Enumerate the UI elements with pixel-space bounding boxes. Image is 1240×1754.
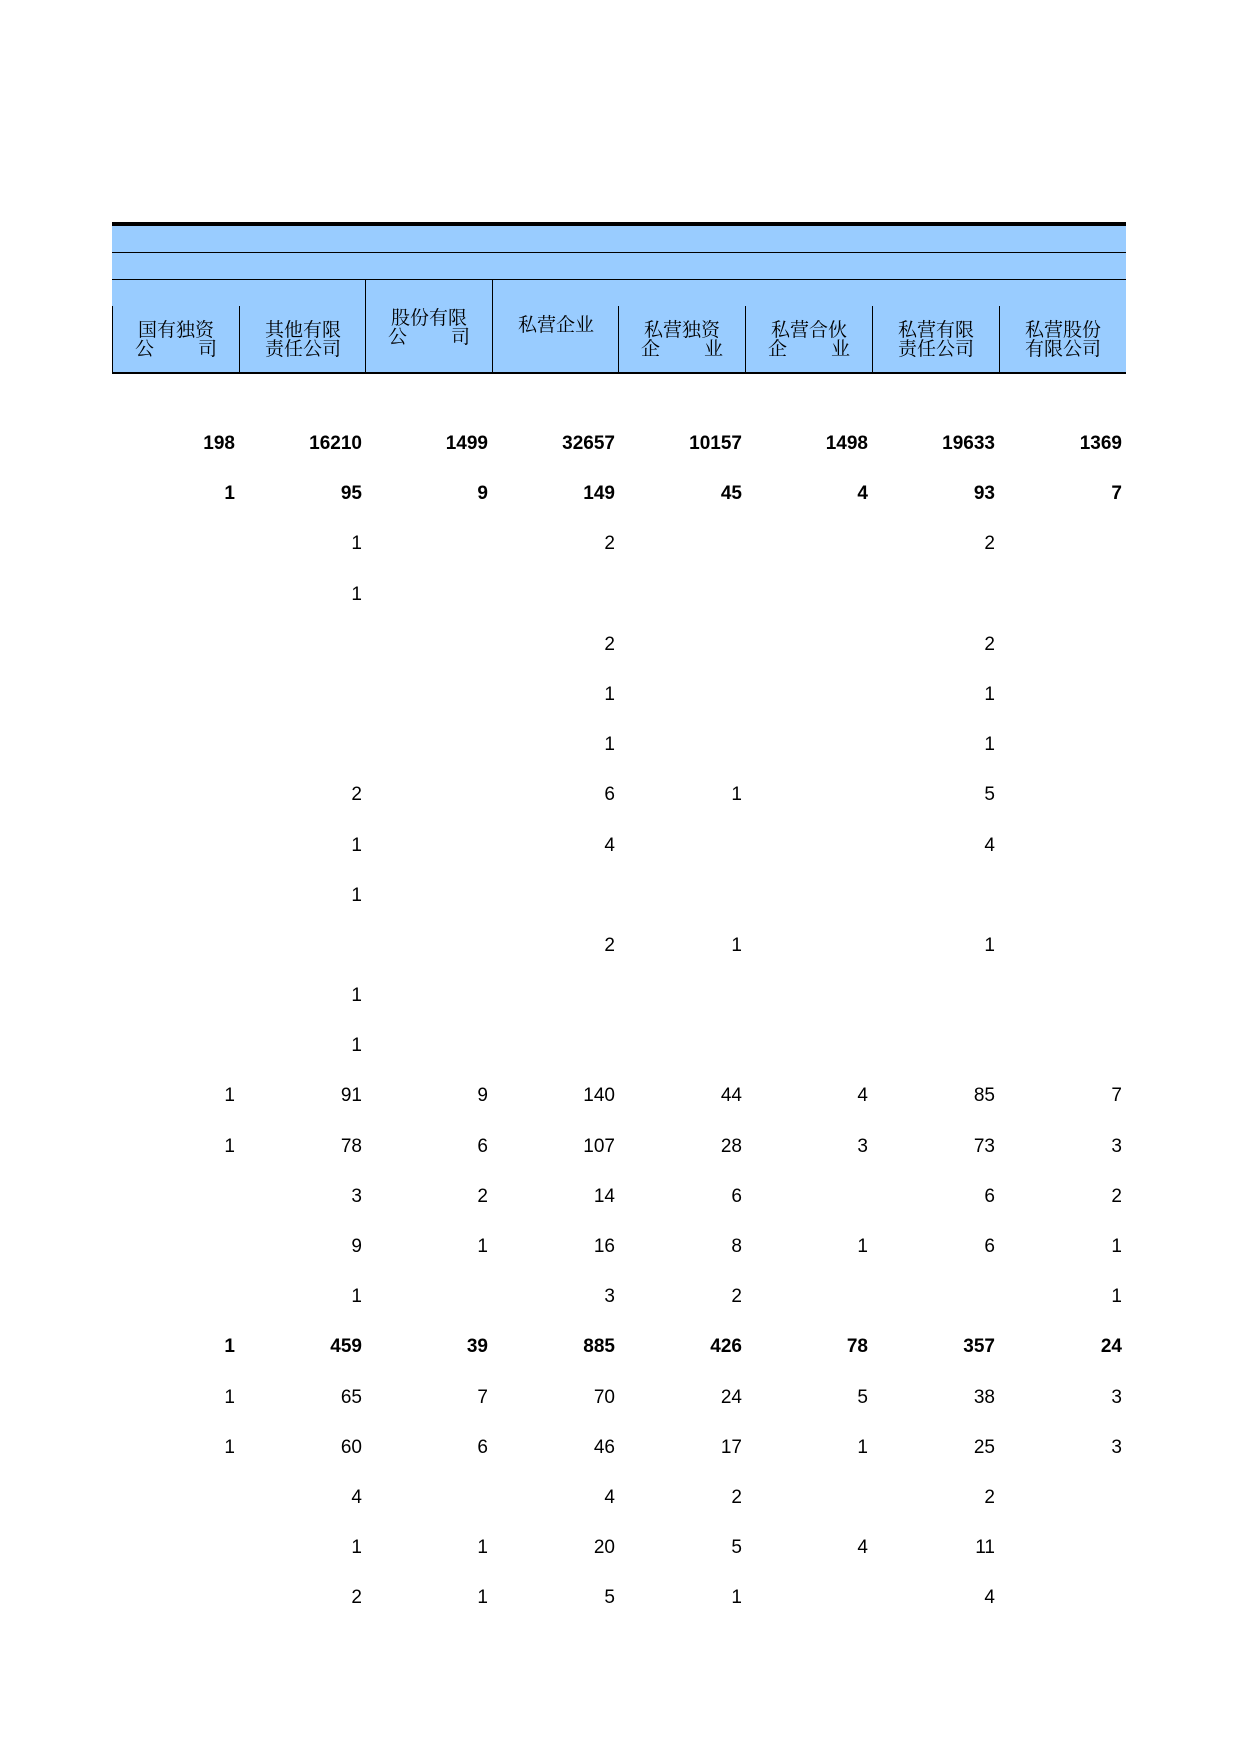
table-cell: 7 (1111, 1085, 1122, 1107)
table-cell: 1 (224, 1085, 235, 1107)
table-cell: 6 (477, 1436, 488, 1458)
table-cell: 1 (731, 1587, 742, 1609)
table-cell: 6 (604, 784, 615, 806)
table-cell: 107 (583, 1135, 615, 1157)
table-row (112, 1084, 1126, 1134)
table-cell: 1 (351, 533, 362, 555)
table-cell: 3 (1111, 1436, 1122, 1458)
table-cell: 149 (583, 483, 615, 505)
column-header-line: 私营股份 (1024, 319, 1101, 341)
table-row (112, 1235, 1126, 1285)
table-cell: 4 (604, 1486, 615, 1508)
table-cell: 1 (351, 1035, 362, 1057)
table-row (112, 1586, 1126, 1636)
table-row (112, 884, 1126, 934)
table-cell: 95 (340, 483, 362, 505)
table-row (112, 432, 1126, 482)
table-row (112, 1436, 1126, 1486)
table-cell: 3 (857, 1135, 868, 1157)
table-cell: 8 (731, 1236, 742, 1257)
header-band-1 (112, 226, 1126, 253)
table-cell: 1 (477, 1537, 488, 1559)
table-cell: 1 (857, 1236, 868, 1257)
table-cell: 1 (731, 784, 742, 806)
table-cell: 39 (466, 1336, 488, 1358)
table-cell: 885 (583, 1336, 615, 1358)
table-cell: 4 (857, 483, 868, 505)
column-header-state-owned (112, 306, 239, 372)
table-cell: 7 (477, 1386, 488, 1408)
column-header-line (768, 340, 850, 359)
table-cell: 1 (1111, 1286, 1122, 1308)
column-header-char: 公 (135, 338, 155, 360)
table-cell: 1 (604, 734, 615, 756)
table-cell: 1 (351, 884, 362, 906)
table-row (112, 482, 1126, 532)
column-header-line (135, 340, 217, 359)
table-row (112, 733, 1126, 783)
table-cell: 2 (477, 1185, 488, 1207)
table-cell: 2 (351, 784, 362, 806)
table-cell: 65 (340, 1386, 362, 1408)
table-cell: 1 (731, 934, 742, 956)
column-header-line: 股份有限 (390, 307, 467, 329)
table-cell: 3 (1111, 1386, 1122, 1408)
table-cell: 2 (731, 1286, 742, 1308)
table-cell: 44 (720, 1085, 742, 1107)
table-row (112, 1285, 1126, 1335)
table-cell: 2 (984, 533, 995, 555)
data-table (112, 432, 1126, 1637)
table-cell: 1 (604, 683, 615, 705)
column-header-line: 其他有限 (264, 319, 341, 341)
table-cell: 5 (857, 1386, 868, 1408)
column-header-line: 责任公司 (897, 338, 974, 360)
table-cell: 2 (604, 934, 615, 956)
table-cell: 2 (984, 633, 995, 655)
table-cell: 1 (351, 834, 362, 856)
table-cell: 17 (720, 1436, 742, 1458)
table-cell: 6 (984, 1236, 995, 1257)
table-cell: 2 (351, 1587, 362, 1609)
column-header-line: 国有独资 (137, 319, 214, 341)
column-header-line: 私营企业 (517, 314, 594, 336)
table-cell: 198 (203, 433, 235, 454)
table-cell: 5 (604, 1587, 615, 1609)
column-header-line (641, 340, 723, 359)
table-row (112, 984, 1126, 1034)
table-cell: 9 (477, 483, 488, 505)
column-header-line (388, 328, 470, 347)
table-cell: 1 (224, 483, 235, 505)
table-cell: 1 (224, 1336, 235, 1358)
column-header-private-partnership (745, 306, 872, 372)
table-cell: 38 (973, 1386, 995, 1408)
table-cell: 1 (984, 934, 995, 956)
table-cell: 9 (351, 1236, 362, 1257)
table-cell: 1369 (1079, 433, 1122, 454)
table-cell: 5 (984, 784, 995, 806)
header-band-2 (112, 253, 1126, 280)
table-cell: 4 (351, 1486, 362, 1508)
table-row (112, 1536, 1126, 1586)
table-cell: 25 (973, 1436, 995, 1458)
table-cell: 78 (340, 1135, 362, 1157)
table-row (112, 1486, 1126, 1536)
table-row (112, 1135, 1126, 1185)
table-cell: 20 (593, 1537, 615, 1559)
table-cell: 32657 (562, 433, 615, 454)
table-cell: 2 (604, 533, 615, 555)
table-cell: 2 (984, 1486, 995, 1508)
table-cell: 28 (720, 1135, 742, 1157)
table-cell: 1 (351, 1286, 362, 1308)
table-cell: 357 (963, 1336, 995, 1358)
table-cell: 4 (984, 1587, 995, 1609)
table-cell: 6 (477, 1135, 488, 1157)
column-header-row (112, 306, 1126, 372)
column-header-private-joint-stock (999, 306, 1126, 372)
table-cell: 1 (477, 1236, 488, 1257)
table-cell: 1 (351, 1537, 362, 1559)
column-header-char: 公 (388, 326, 408, 348)
table-row (112, 1335, 1126, 1385)
table-row (112, 633, 1126, 683)
table-cell: 1 (351, 583, 362, 605)
table-cell: 4 (604, 834, 615, 856)
table-cell: 6 (984, 1185, 995, 1207)
table-cell: 91 (340, 1085, 362, 1107)
column-header-line: 有限公司 (1024, 338, 1101, 360)
table-cell: 14 (593, 1185, 615, 1207)
table-cell: 459 (330, 1336, 362, 1358)
table-cell: 93 (973, 483, 995, 505)
table-cell: 1499 (445, 433, 488, 454)
table-cell: 19633 (942, 433, 995, 454)
table-cell: 2 (1111, 1185, 1122, 1207)
column-header-line: 私营合伙 (770, 319, 847, 341)
table-cell: 1 (477, 1587, 488, 1609)
column-header-char: 企 (641, 338, 661, 360)
table-cell: 6 (731, 1185, 742, 1207)
table-cell: 1 (224, 1436, 235, 1458)
table-cell: 60 (340, 1436, 362, 1458)
table-cell: 2 (731, 1486, 742, 1508)
table-cell: 3 (351, 1185, 362, 1207)
table-row (112, 1185, 1126, 1235)
column-header-private-sole (618, 306, 745, 372)
table-cell: 9 (477, 1085, 488, 1107)
table-row (112, 1034, 1126, 1084)
table-cell: 1 (857, 1436, 868, 1458)
table-cell: 1498 (825, 433, 868, 454)
table-row (112, 934, 1126, 984)
header-band-3 (112, 280, 1126, 306)
table-cell: 4 (857, 1085, 868, 1107)
table-cell: 70 (593, 1386, 615, 1408)
table-cell: 1 (984, 683, 995, 705)
table-row (112, 683, 1126, 733)
table-cell: 1 (224, 1135, 235, 1157)
table-cell: 11 (975, 1537, 995, 1559)
table-cell: 4 (857, 1537, 868, 1559)
table-cell: 1 (351, 985, 362, 1007)
column-header-char: 业 (703, 338, 723, 360)
table-cell: 85 (973, 1085, 995, 1107)
table-row (112, 834, 1126, 884)
table-cell: 10157 (689, 433, 742, 454)
table-cell: 16 (593, 1236, 615, 1257)
table-cell: 4 (984, 834, 995, 856)
table-cell: 140 (583, 1085, 615, 1107)
column-header-line: 责任公司 (264, 338, 341, 360)
column-header-private-limited (872, 306, 999, 372)
table-cell: 24 (1100, 1336, 1122, 1358)
column-header-private (492, 280, 619, 372)
column-header-char: 司 (450, 326, 470, 348)
table-cell: 46 (593, 1436, 615, 1458)
table-cell: 1 (224, 1386, 235, 1408)
column-header-line: 私营有限 (897, 319, 974, 341)
table-row (112, 532, 1126, 582)
table-cell: 73 (973, 1135, 995, 1157)
table-header (112, 222, 1126, 374)
table-cell: 78 (846, 1336, 868, 1358)
column-header-char: 司 (197, 338, 217, 360)
column-header-joint-stock (365, 280, 492, 372)
column-header-char: 业 (830, 338, 850, 360)
table-cell: 1 (984, 734, 995, 756)
table-row (112, 783, 1126, 833)
column-header-char: 企 (768, 338, 788, 360)
table-cell: 1 (1111, 1236, 1122, 1257)
table-cell: 426 (710, 1336, 742, 1358)
table-cell: 2 (604, 633, 615, 655)
header-bottom-rule (112, 372, 1126, 374)
table-row (112, 583, 1126, 633)
column-header-other-limited (239, 306, 366, 372)
table-row (112, 1386, 1126, 1436)
column-header-line: 私营独资 (643, 319, 720, 341)
table-cell: 5 (731, 1537, 742, 1559)
table-cell: 24 (720, 1386, 742, 1408)
table-cell: 7 (1111, 483, 1122, 505)
table-cell: 16210 (309, 433, 362, 454)
table-cell: 3 (604, 1286, 615, 1308)
table-cell: 3 (1111, 1135, 1122, 1157)
table-cell: 45 (720, 483, 742, 505)
